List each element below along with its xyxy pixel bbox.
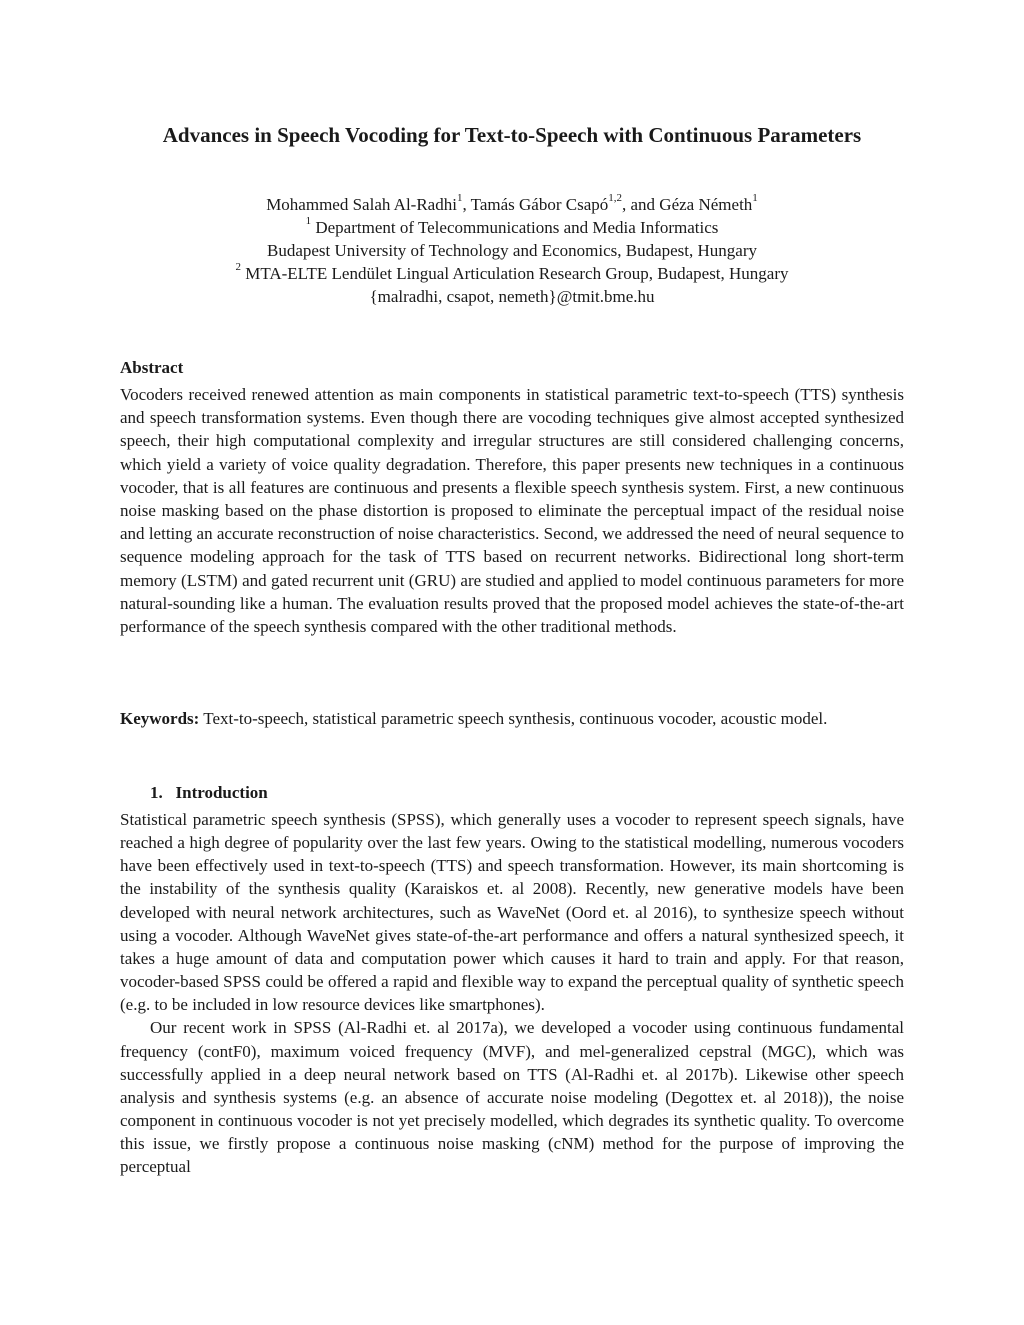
affiliation-marker: 2 <box>235 261 241 274</box>
author-affiliation-marker: 1 <box>752 192 758 205</box>
keywords-text: Text-to-speech, statistical parametric speech synthesis, continuous vocoder, acoustic model. <box>199 709 828 728</box>
introduction-paragraph-2: Our recent work in SPSS (Al-Radhi et. al 2017a), we developed a vocoder using continuous fundamental frequency (contF0), maximum voiced frequency (MVF), and mel-generalized cepstral (MGC), which was successfully applied in a deep neural network based on TTS (Al-Radhi et. al 2017b). Likewise other speech analysis and synthesis systems (e.g. an absence of accurate noise modeling (Degottex et. al 2018)), the noise component in continuous vocoder is not yet precisely modelled, which degrades its synthetic quality. To overcome this issue, we firstly propose a continuous noise masking (cNM) method for the purpose of improving the perceptual <box>120 1018 904 1177</box>
affiliation-marker: 1 <box>305 215 312 228</box>
introduction-body <box>120 808 904 1179</box>
affiliation-text: Department of Telecommunications and Media Informatics <box>311 218 719 237</box>
affiliation-2 <box>120 262 904 285</box>
affiliation-text: MTA-ELTE Lendület Lingual Articulation Research Group, Budapest, Hungary <box>240 264 789 283</box>
author-block <box>120 193 904 308</box>
author-name: , Tamás Gábor Csapó <box>462 195 609 214</box>
keywords <box>120 707 904 730</box>
author-affiliation-marker: 1 <box>456 192 463 205</box>
introduction-paragraph-1: Statistical parametric speech synthesis (SPSS), which generally uses a vocoder to represent speech signals, have reached a high degree of popularity over the last few years. Owing to the statistical modelling, numerous vocoders have been effectively used in text-to-speech (TTS) and speech transformation. However, its main shortcoming is the instability of the synthesis quality (Karaiskos et. al 2008). Recently, new generative models have been developed with neural network architectures, such as WaveNet (Oord et. al 2016), to synthesize speech without using a vocoder. Although WaveNet gives state-of-the-art performance and offers a natural synthesized speech, it takes a huge amount of data and computation power which causes it hard to train and apply. For that reason, vocoder-based SPSS could be offered a rapid and flexible way to expand the perceptual quality of synthetic speech (e.g. to be included in low resource devices like smartphones). <box>120 810 904 1015</box>
affiliation-1 <box>120 216 904 239</box>
author-name: , and Géza Németh <box>622 195 753 214</box>
keywords-label: Keywords: <box>120 709 200 728</box>
section-heading-introduction: 1. Introduction <box>150 783 268 802</box>
affiliation-1-university: Budapest University of Technology and Economics, Budapest, Hungary <box>267 241 757 260</box>
paper-title: Advances in Speech Vocoding for Text-to-Speech with Continuous Parameters <box>162 123 862 147</box>
author-affiliation-marker: 1,2 <box>608 192 623 205</box>
author-name: Mohammed Salah Al-Radhi <box>266 195 457 214</box>
author-line <box>120 193 904 216</box>
abstract-heading: Abstract <box>120 358 184 377</box>
abstract-body: Vocoders received renewed attention as main components in statistical parametric text-to-speech (TTS) synthesis and speech transformation systems. Even though there are vocoding techniques give almost accepted synthesized speech, their high computational complexity and irregular structures are still considered challenging concerns, which yield a variety of voice quality degradation. Therefore, this paper presents new techniques in a continuous vocoder, that is all features are continuous and presents a flexible speech synthesis system. First, a new continuous noise masking based on the phase distortion is proposed to eliminate the perceptual impact of the residual noise and letting an accurate reconstruction of noise characteristics. Second, we addressed the need of neural sequence to sequence modeling approach for the task of TTS based on recurrent networks. Bidirectional long short-term memory (LSTM) and gated recurrent unit (GRU) are studied and applied to model continuous parameters for more natural-sounding like a human. The evaluation results proved that the proposed model achieves the state-of-the-art performance of the speech synthesis compared with the other traditional methods. <box>120 385 904 637</box>
author-emails: {malradhi, csapot, nemeth}@tmit.bme.hu <box>369 287 655 306</box>
